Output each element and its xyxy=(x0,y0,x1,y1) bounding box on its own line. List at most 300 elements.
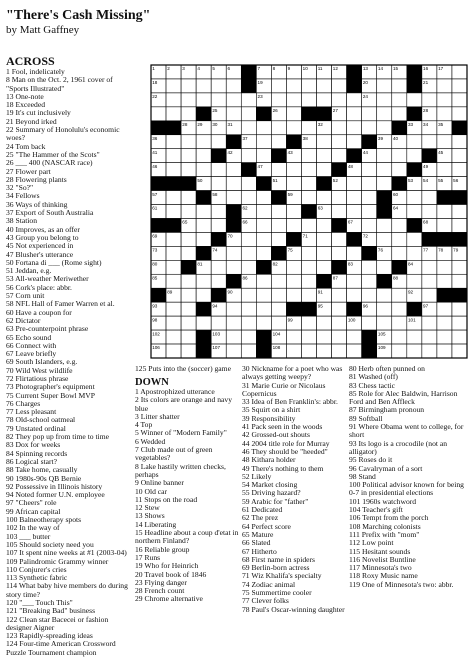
across-clue: 60 Have a coupon for xyxy=(6,307,72,317)
grid-cell[interactable] xyxy=(437,79,452,93)
grid-cell[interactable] xyxy=(181,232,196,246)
grid-cell[interactable] xyxy=(271,79,286,93)
across-clue: 36 Ways of thinking xyxy=(6,199,68,209)
down-clue: 39 Responsibility xyxy=(242,413,296,423)
grid-cell[interactable] xyxy=(271,232,286,246)
grid-cell[interactable] xyxy=(332,121,347,135)
grid-cell[interactable] xyxy=(377,288,392,302)
grid-cell[interactable] xyxy=(377,107,392,121)
grid-cell[interactable] xyxy=(317,260,332,274)
grid-cell[interactable] xyxy=(332,79,347,93)
grid-block xyxy=(362,135,377,149)
grid-cell[interactable] xyxy=(407,149,422,163)
across-clue: 76 Charges xyxy=(6,398,41,408)
grid-cell[interactable] xyxy=(362,191,377,205)
grid-cell[interactable] xyxy=(286,79,301,93)
grid-cell[interactable] xyxy=(181,288,196,302)
grid-cell[interactable] xyxy=(301,274,316,288)
grid-cell[interactable] xyxy=(286,344,301,358)
grid-cell[interactable] xyxy=(452,260,467,274)
grid-cell[interactable] xyxy=(211,177,226,191)
grid-cell[interactable] xyxy=(437,344,452,358)
grid-cell[interactable] xyxy=(256,316,271,330)
grid-cell[interactable] xyxy=(452,107,467,121)
grid-cell[interactable] xyxy=(241,149,256,163)
grid-cell[interactable] xyxy=(301,260,316,274)
grid-cell[interactable] xyxy=(422,191,437,205)
grid-cell[interactable] xyxy=(301,191,316,205)
grid-cell[interactable] xyxy=(452,344,467,358)
grid-cell[interactable] xyxy=(181,135,196,149)
grid-cell[interactable] xyxy=(211,205,226,219)
grid-cell[interactable] xyxy=(317,344,332,358)
grid-cell[interactable] xyxy=(256,191,271,205)
grid-cell[interactable] xyxy=(196,316,211,330)
grid-cell[interactable] xyxy=(407,344,422,358)
grid-cell[interactable] xyxy=(226,177,241,191)
grid-cell[interactable] xyxy=(181,316,196,330)
grid-cell[interactable] xyxy=(166,149,181,163)
grid-cell[interactable] xyxy=(271,205,286,219)
grid-cell[interactable] xyxy=(452,93,467,107)
grid-block xyxy=(166,177,181,191)
grid-block xyxy=(422,149,437,163)
grid-cell[interactable] xyxy=(256,205,271,219)
grid-cell[interactable] xyxy=(377,93,392,107)
grid-cell-number: 61 xyxy=(152,205,158,211)
grid-cell[interactable] xyxy=(377,79,392,93)
grid-cell[interactable] xyxy=(226,246,241,260)
grid-cell[interactable] xyxy=(347,121,362,135)
across-clue: 65 Echo sound xyxy=(6,332,52,342)
grid-cell[interactable] xyxy=(166,302,181,316)
grid-cell[interactable] xyxy=(226,260,241,274)
grid-cell[interactable] xyxy=(362,316,377,330)
grid-cell[interactable] xyxy=(181,302,196,316)
grid-cell[interactable] xyxy=(407,274,422,288)
grid-cell-number: 85 xyxy=(152,275,158,281)
grid-cell[interactable] xyxy=(226,79,241,93)
grid-cell[interactable] xyxy=(256,149,271,163)
grid-cell[interactable] xyxy=(362,205,377,219)
grid-cell[interactable] xyxy=(196,218,211,232)
grid-cell[interactable] xyxy=(286,330,301,344)
grid-cell[interactable] xyxy=(437,163,452,177)
grid-cell[interactable] xyxy=(317,163,332,177)
grid-block xyxy=(347,65,362,79)
grid-cell[interactable] xyxy=(452,316,467,330)
grid-cell[interactable] xyxy=(407,205,422,219)
grid-cell[interactable] xyxy=(317,330,332,344)
grid-cell[interactable] xyxy=(407,191,422,205)
grid-cell[interactable] xyxy=(332,135,347,149)
grid-cell[interactable] xyxy=(226,330,241,344)
grid-cell[interactable] xyxy=(241,302,256,316)
grid-cell[interactable] xyxy=(301,149,316,163)
grid-cell[interactable] xyxy=(301,218,316,232)
grid-cell[interactable] xyxy=(317,79,332,93)
grid-cell[interactable] xyxy=(211,135,226,149)
grid-cell[interactable] xyxy=(407,330,422,344)
grid-cell[interactable] xyxy=(332,149,347,163)
grid-cell[interactable] xyxy=(256,218,271,232)
grid-cell[interactable] xyxy=(151,107,166,121)
grid-cell[interactable] xyxy=(317,93,332,107)
across-clue: 113 Synthetic fabric xyxy=(6,573,68,583)
grid-cell[interactable] xyxy=(452,205,467,219)
across-clue: 123 Rapidly-spreading ideas xyxy=(6,631,93,641)
down-clue: 12 Stew xyxy=(135,503,160,513)
grid-cell[interactable] xyxy=(166,316,181,330)
grid-cell[interactable] xyxy=(226,191,241,205)
grid-cell[interactable] xyxy=(377,218,392,232)
grid-cell[interactable] xyxy=(166,107,181,121)
grid-cell[interactable] xyxy=(317,149,332,163)
grid-cell[interactable] xyxy=(196,149,211,163)
grid-cell[interactable] xyxy=(422,93,437,107)
grid-cell[interactable] xyxy=(226,302,241,316)
across-clue: 110 Conjurer's cries xyxy=(6,564,67,574)
grid-cell[interactable] xyxy=(452,274,467,288)
grid-cell[interactable] xyxy=(332,232,347,246)
grid-cell[interactable] xyxy=(196,232,211,246)
grid-cell[interactable] xyxy=(452,79,467,93)
grid-cell[interactable] xyxy=(317,191,332,205)
grid-cell-number: 25 xyxy=(212,108,218,114)
grid-cell-number: 72 xyxy=(362,233,368,239)
grid-cell[interactable] xyxy=(301,330,316,344)
grid-cell[interactable] xyxy=(437,107,452,121)
grid-cell[interactable] xyxy=(362,218,377,232)
grid-cell[interactable] xyxy=(211,163,226,177)
grid-cell[interactable] xyxy=(241,246,256,260)
grid-cell[interactable] xyxy=(196,93,211,107)
grid-cell[interactable] xyxy=(241,191,256,205)
grid-cell[interactable] xyxy=(317,135,332,149)
grid-cell[interactable] xyxy=(241,316,256,330)
grid-cell[interactable] xyxy=(407,246,422,260)
grid-cell[interactable] xyxy=(166,135,181,149)
grid-cell[interactable] xyxy=(241,107,256,121)
puzzle-title: "There's Cash Missing" xyxy=(6,8,151,23)
grid-cell[interactable] xyxy=(211,93,226,107)
grid-cell[interactable] xyxy=(347,274,362,288)
grid-cell[interactable] xyxy=(256,135,271,149)
grid-cell[interactable] xyxy=(181,205,196,219)
grid-cell[interactable] xyxy=(166,260,181,274)
grid-cell[interactable] xyxy=(332,302,347,316)
grid-cell[interactable] xyxy=(181,149,196,163)
grid-cell[interactable] xyxy=(422,135,437,149)
grid-cell[interactable] xyxy=(452,218,467,232)
grid-block xyxy=(241,79,256,93)
grid-cell[interactable] xyxy=(301,288,316,302)
grid-cell[interactable] xyxy=(392,344,407,358)
grid-cell[interactable] xyxy=(317,218,332,232)
grid-cell[interactable] xyxy=(256,302,271,316)
grid-cell[interactable] xyxy=(286,260,301,274)
grid-cell[interactable] xyxy=(347,288,362,302)
grid-cell[interactable] xyxy=(166,79,181,93)
grid-cell[interactable] xyxy=(347,191,362,205)
grid-cell[interactable] xyxy=(271,288,286,302)
grid-cell[interactable] xyxy=(301,121,316,135)
grid-cell[interactable] xyxy=(241,177,256,191)
grid-cell[interactable] xyxy=(286,218,301,232)
grid-cell[interactable] xyxy=(166,163,181,177)
grid-cell[interactable] xyxy=(437,93,452,107)
grid-cell[interactable] xyxy=(301,316,316,330)
grid-cell[interactable] xyxy=(332,330,347,344)
grid-cell[interactable] xyxy=(347,107,362,121)
grid-cell[interactable] xyxy=(286,121,301,135)
grid-cell[interactable] xyxy=(196,79,211,93)
grid-cell[interactable] xyxy=(347,205,362,219)
grid-cell[interactable] xyxy=(452,135,467,149)
grid-cell[interactable] xyxy=(392,149,407,163)
grid-cell[interactable] xyxy=(226,163,241,177)
grid-cell[interactable] xyxy=(362,260,377,274)
grid-cell[interactable] xyxy=(437,330,452,344)
grid-cell[interactable] xyxy=(377,177,392,191)
grid-block xyxy=(407,65,422,79)
grid-cell-number: 92 xyxy=(408,289,414,295)
grid-cell[interactable] xyxy=(166,232,181,246)
grid-cell[interactable] xyxy=(211,79,226,93)
grid-cell[interactable] xyxy=(181,330,196,344)
grid-cell[interactable] xyxy=(271,93,286,107)
grid-cell[interactable] xyxy=(347,344,362,358)
grid-cell[interactable] xyxy=(271,302,286,316)
grid-cell[interactable] xyxy=(332,344,347,358)
grid-cell[interactable] xyxy=(181,93,196,107)
grid-cell[interactable] xyxy=(452,302,467,316)
grid-cell[interactable] xyxy=(392,163,407,177)
grid-block xyxy=(392,121,407,135)
grid-cell[interactable] xyxy=(437,260,452,274)
grid-cell-number: 57 xyxy=(152,191,158,197)
grid-cell[interactable] xyxy=(377,316,392,330)
grid-cell[interactable] xyxy=(392,330,407,344)
grid-cell[interactable] xyxy=(256,121,271,135)
grid-cell[interactable] xyxy=(452,149,467,163)
grid-cell[interactable] xyxy=(286,274,301,288)
grid-cell[interactable] xyxy=(422,260,437,274)
grid-cell[interactable] xyxy=(181,274,196,288)
grid-cell-number: 6 xyxy=(227,66,231,72)
grid-cell[interactable] xyxy=(452,163,467,177)
grid-cell[interactable] xyxy=(241,330,256,344)
grid-cell[interactable] xyxy=(166,205,181,219)
grid-cell[interactable] xyxy=(332,316,347,330)
grid-cell[interactable] xyxy=(181,344,196,358)
grid-cell[interactable] xyxy=(392,302,407,316)
grid-cell[interactable] xyxy=(301,344,316,358)
grid-cell[interactable] xyxy=(301,79,316,93)
grid-cell[interactable] xyxy=(256,288,271,302)
grid-cell[interactable] xyxy=(211,316,226,330)
grid-cell[interactable] xyxy=(181,191,196,205)
down-clue: 11 Stops on the road xyxy=(135,494,198,504)
grid-block xyxy=(181,177,196,191)
grid-cell[interactable] xyxy=(317,246,332,260)
down-clue: 19 Who for Heinrich xyxy=(135,561,199,571)
grid-cell[interactable] xyxy=(181,79,196,93)
grid-cell[interactable] xyxy=(256,232,271,246)
grid-cell[interactable] xyxy=(332,246,347,260)
grid-cell[interactable] xyxy=(181,163,196,177)
grid-cell[interactable] xyxy=(181,107,196,121)
grid-cell[interactable] xyxy=(437,135,452,149)
grid-cell[interactable] xyxy=(286,177,301,191)
grid-cell[interactable] xyxy=(286,205,301,219)
grid-cell[interactable] xyxy=(256,274,271,288)
grid-cell[interactable] xyxy=(196,163,211,177)
grid-cell[interactable] xyxy=(196,135,211,149)
grid-cell[interactable] xyxy=(226,107,241,121)
grid-cell[interactable] xyxy=(226,93,241,107)
grid-cell[interactable] xyxy=(377,149,392,163)
grid-block xyxy=(452,121,467,135)
grid-cell[interactable] xyxy=(166,191,181,205)
grid-cell[interactable] xyxy=(226,344,241,358)
grid-cell[interactable] xyxy=(226,316,241,330)
grid-cell[interactable] xyxy=(271,135,286,149)
grid-cell[interactable] xyxy=(392,107,407,121)
grid-cell[interactable] xyxy=(377,260,392,274)
grid-cell[interactable] xyxy=(166,344,181,358)
grid-cell[interactable] xyxy=(392,218,407,232)
grid-cell[interactable] xyxy=(452,65,467,79)
grid-block xyxy=(196,191,211,205)
crossword-grid[interactable] xyxy=(150,64,468,359)
grid-cell[interactable] xyxy=(271,163,286,177)
grid-cell[interactable] xyxy=(211,274,226,288)
grid-cell[interactable] xyxy=(271,316,286,330)
grid-cell[interactable] xyxy=(377,163,392,177)
grid-cell[interactable] xyxy=(241,260,256,274)
grid-cell[interactable] xyxy=(392,93,407,107)
grid-block xyxy=(332,218,347,232)
down-clue: 54 Market closing xyxy=(242,480,298,490)
grid-cell[interactable] xyxy=(241,344,256,358)
grid-cell[interactable] xyxy=(377,302,392,316)
grid-cell[interactable] xyxy=(317,316,332,330)
grid-cell[interactable] xyxy=(437,302,452,316)
grid-cell[interactable] xyxy=(422,316,437,330)
down-clue: 96 Cavalryman of a sort xyxy=(349,463,423,473)
grid-cell[interactable] xyxy=(166,274,181,288)
grid-cell[interactable] xyxy=(437,274,452,288)
grid-cell[interactable] xyxy=(392,288,407,302)
grid-cell[interactable] xyxy=(271,218,286,232)
grid-cell[interactable] xyxy=(317,232,332,246)
grid-cell[interactable] xyxy=(332,288,347,302)
grid-cell[interactable] xyxy=(301,177,316,191)
grid-cell[interactable] xyxy=(166,330,181,344)
grid-cell[interactable] xyxy=(196,205,211,219)
grid-cell[interactable] xyxy=(332,93,347,107)
grid-cell[interactable] xyxy=(241,93,256,107)
grid-cell[interactable] xyxy=(347,93,362,107)
grid-cell[interactable] xyxy=(422,205,437,219)
grid-cell[interactable] xyxy=(301,93,316,107)
grid-cell[interactable] xyxy=(407,232,422,246)
grid-cell[interactable] xyxy=(392,79,407,93)
grid-cell[interactable] xyxy=(422,274,437,288)
grid-cell[interactable] xyxy=(301,163,316,177)
grid-cell[interactable] xyxy=(392,232,407,246)
grid-cell[interactable] xyxy=(196,274,211,288)
grid-cell[interactable] xyxy=(241,232,256,246)
grid-cell[interactable] xyxy=(286,107,301,121)
grid-cell[interactable] xyxy=(407,135,422,149)
grid-cell-number: 39 xyxy=(377,135,384,141)
grid-cell[interactable] xyxy=(437,316,452,330)
across-clue: 43 Group you belong to xyxy=(6,232,79,242)
grid-cell[interactable] xyxy=(362,121,377,135)
grid-cell[interactable] xyxy=(452,330,467,344)
grid-cell-number: 28 xyxy=(182,122,188,128)
grid-cell[interactable] xyxy=(286,93,301,107)
grid-cell[interactable] xyxy=(392,246,407,260)
across-clue: 84 Spinning records xyxy=(6,448,68,458)
down-clue: 55 Driving hazard? xyxy=(242,488,301,498)
grid-cell[interactable] xyxy=(407,93,422,107)
grid-cell[interactable] xyxy=(377,121,392,135)
grid-cell[interactable] xyxy=(301,246,316,260)
grid-cell[interactable] xyxy=(332,191,347,205)
grid-cell[interactable] xyxy=(377,232,392,246)
grid-cell[interactable] xyxy=(241,288,256,302)
grid-cell[interactable] xyxy=(362,288,377,302)
grid-cell[interactable] xyxy=(211,260,226,274)
grid-cell[interactable] xyxy=(286,163,301,177)
grid-cell[interactable] xyxy=(286,288,301,302)
grid-cell[interactable] xyxy=(181,246,196,260)
across-clue: 22 Summary of Honolulu's economic woes? xyxy=(6,125,122,143)
grid-cell[interactable] xyxy=(166,246,181,260)
grid-cell-number: 63 xyxy=(317,205,323,211)
down-clue: 118 Roxy Music name xyxy=(349,571,418,581)
grid-cell[interactable] xyxy=(437,205,452,219)
grid-cell[interactable] xyxy=(347,330,362,344)
grid-cell[interactable] xyxy=(166,93,181,107)
grid-cell[interactable] xyxy=(271,121,286,135)
grid-cell[interactable] xyxy=(362,274,377,288)
grid-block xyxy=(286,302,301,316)
grid-cell[interactable] xyxy=(362,107,377,121)
grid-cell[interactable] xyxy=(437,218,452,232)
grid-cell[interactable] xyxy=(392,316,407,330)
grid-cell[interactable] xyxy=(422,288,437,302)
grid-cell[interactable] xyxy=(362,163,377,177)
down-clue: 15 Headline about a coup d'etat in northern Finland? xyxy=(135,528,241,546)
grid-cell[interactable] xyxy=(271,274,286,288)
grid-cell[interactable] xyxy=(196,288,211,302)
grid-cell[interactable] xyxy=(422,344,437,358)
across-clue: 19 It's cut inclusively xyxy=(6,108,71,118)
grid-cell[interactable] xyxy=(422,330,437,344)
grid-cell[interactable] xyxy=(347,177,362,191)
grid-cell[interactable] xyxy=(256,246,271,260)
grid-cell[interactable] xyxy=(241,121,256,135)
grid-cell[interactable] xyxy=(347,246,362,260)
grid-cell[interactable] xyxy=(362,177,377,191)
grid-cell[interactable] xyxy=(211,218,226,232)
grid-cell[interactable] xyxy=(347,135,362,149)
grid-cell[interactable] xyxy=(332,205,347,219)
